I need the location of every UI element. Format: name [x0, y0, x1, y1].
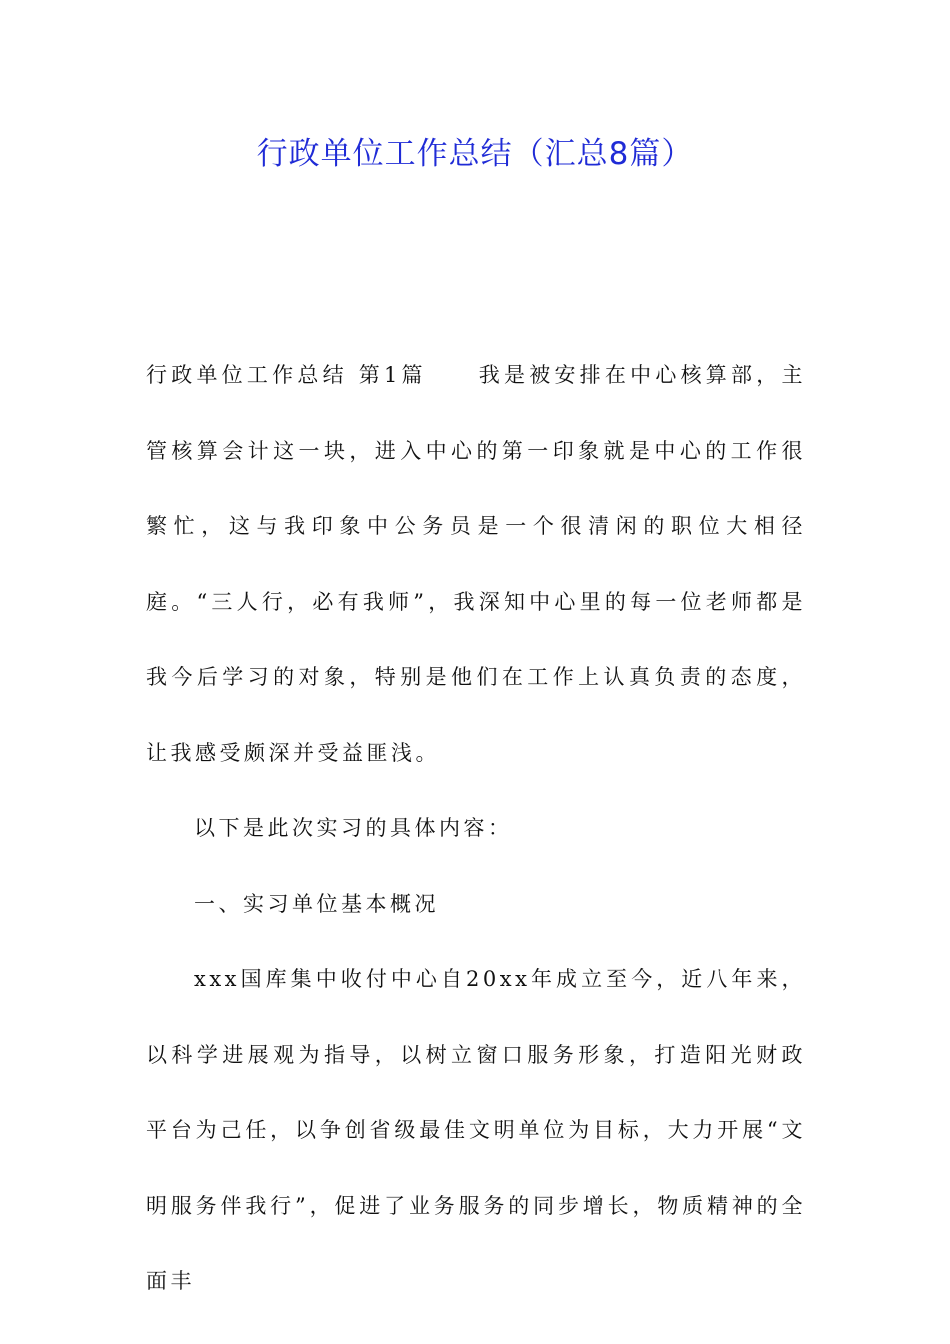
section-subtitle: 行政单位工作总结 第1篇	[146, 363, 427, 387]
paragraph-2: 以下是此次实习的具体内容：	[194, 816, 513, 840]
paragraph-text: 我是被安排在中心核算部，主管核算会计这一块，进入中心的第一印象就是中心的工作很繁忙，这与我印象中公务员是一个很清闲的职位大相径庭。“三人行，必有我师”，我深知中心里的每一位老师都是我今后学习的对象，特别是他们在工作上认真负责的态度，让我感受颇深并受益匪浅。	[146, 363, 806, 765]
paragraph-4: xxx国库集中收付中心自20xx年成立至今，近八年来，以科学进展观为指导，以树立窗口服务形象，打造阳光财政平台为己任，以争创省级最佳文明单位为目标，大力开展“文明服务伴我行”，促进了业务服务的同步增长，物质精神的全面丰	[146, 967, 806, 1293]
paragraph-1	[146, 338, 806, 791]
document-title: 行政单位工作总结（汇总8篇）	[256, 136, 694, 172]
section-heading: 一、实习单位基本概况	[194, 891, 439, 916]
document-body	[146, 338, 806, 1320]
